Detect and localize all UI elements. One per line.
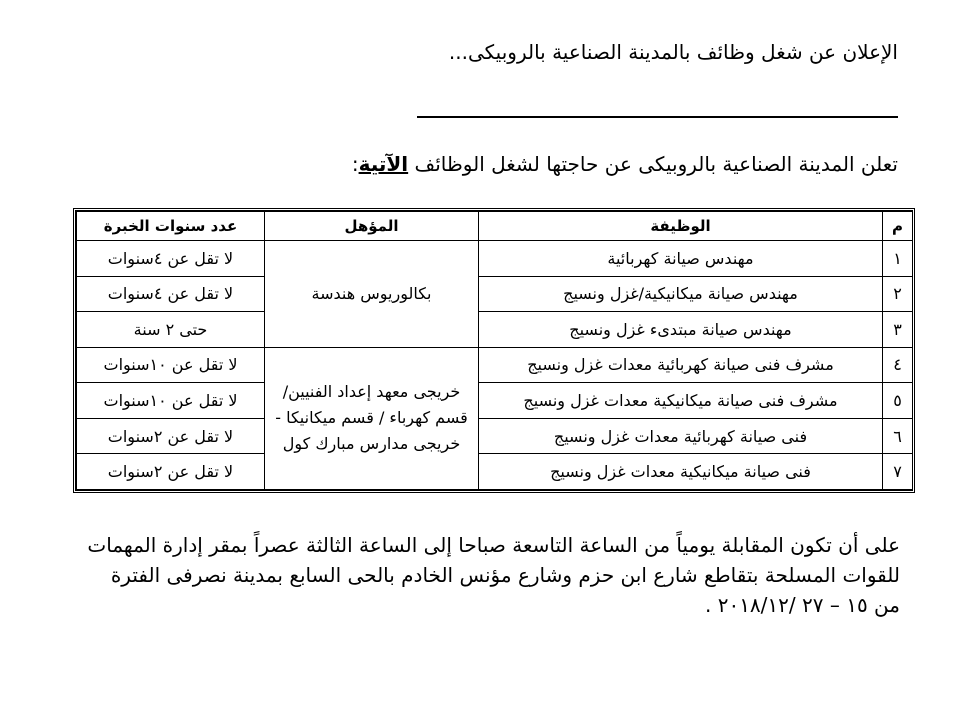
intro-emphasis: الآتية [358,152,409,176]
row-job: مشرف فنى صيانة كهربائية معدات غزل ونسيج [479,347,883,383]
row-num: ٧ [883,454,913,490]
table-row [77,241,913,277]
table-row [77,383,913,419]
row-num: ٣ [883,312,913,348]
table-row [77,312,913,348]
row-job: فنى صيانة ميكانيكية معدات غزل ونسيج [479,454,883,490]
title-underline [417,116,898,118]
table-row [77,454,913,490]
interview-note: على أن تكون المقابلة يومياً من الساعة التاسعة صباحا إلى الساعة الثالثة عصراً بمقر إدارة المهمات للقوات المسلحة بتقاطع شارع ابن حزم وشارع مؤنس الخادم بالحى السابع بمدينة نصرفى الفترة من ١٥ – ٢٧ /٢٠١٨/١٢ . [87,533,900,617]
page-title: الإعلان عن شغل وظائف بالمدينة الصناعية بالروبيكى... [448,40,898,64]
row-num: ١ [883,241,913,277]
header-qualification: المؤهل [265,212,479,241]
row-job: فنى صيانة كهربائية معدات غزل ونسيج [479,418,883,454]
row-job: مهندس صيانة ميكانيكية/غزل ونسيج [479,276,883,312]
intro-paragraph [198,152,898,176]
intro-suffix: : [351,152,359,176]
row-job: مهندس صيانة كهربائية [479,241,883,277]
row-experience: لا تقل عن ٤سنوات [77,276,265,312]
row-num: ٢ [883,276,913,312]
table-row [77,276,913,312]
row-experience: لا تقل عن ٤سنوات [77,241,265,277]
row-num: ٥ [883,383,913,419]
row-job: مشرف فنى صيانة ميكانيكية معدات غزل ونسيج [479,383,883,419]
row-experience: حتى ٢ سنة [77,312,265,348]
table-header-row [77,212,913,241]
row-experience: لا تقل عن ٢سنوات [77,454,265,490]
table-row [77,418,913,454]
header-experience: عدد سنوات الخبرة [77,212,265,241]
row-experience: لا تقل عن ١٠سنوات [77,347,265,383]
qualification-engineers: بكالوريوس هندسة [265,241,479,348]
intro-text: تعلن المدينة الصناعية بالروبيكى عن حاجتها لشغل الوظائف [414,152,898,176]
jobs-table-frame [73,208,915,493]
row-experience: لا تقل عن ٢سنوات [77,418,265,454]
table-row [77,347,913,383]
jobs-table [76,211,913,490]
header-num: م [883,212,913,241]
row-experience: لا تقل عن ١٠سنوات [77,383,265,419]
qualification-technicians: خريجى معهد إعداد الفنيين/ قسم كهرباء / قسم ميكانيكا - خريجى مدارس مبارك كول [265,347,479,489]
row-job: مهندس صيانة مبتدىء غزل ونسيج [479,312,883,348]
row-num: ٤ [883,347,913,383]
row-num: ٦ [883,418,913,454]
header-job: الوظيفة [479,212,883,241]
